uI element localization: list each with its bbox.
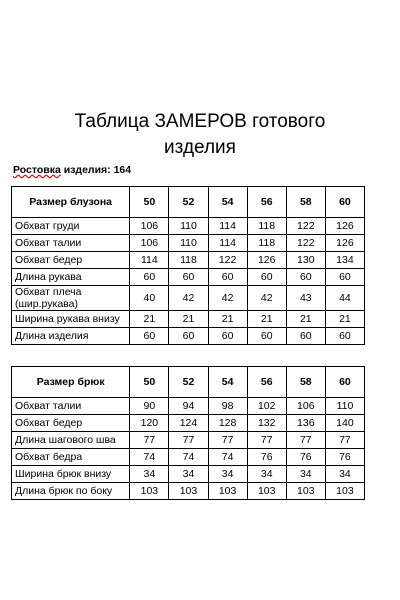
blouse-size-header: 50 xyxy=(130,187,169,218)
trousers-cell-value: 34 xyxy=(286,466,325,483)
blouse-row xyxy=(12,252,365,269)
trousers-row-label: Длина шагового шва xyxy=(12,432,130,449)
blouse-cell-value: 60 xyxy=(169,328,208,345)
page-title-line-1: Таблица ЗАМЕРОВ готового xyxy=(74,111,326,132)
blouse-row-label: Обхват груди xyxy=(12,218,130,235)
trousers-cell-value: 76 xyxy=(286,449,325,466)
blouse-cell-value: 42 xyxy=(208,286,247,311)
blouse-cell-value: 114 xyxy=(208,218,247,235)
blouse-row-label: Обхват талии xyxy=(12,235,130,252)
trousers-cell-value: 103 xyxy=(208,483,247,500)
blouse-size-header: 58 xyxy=(286,187,325,218)
trousers-size-header: 50 xyxy=(130,367,169,398)
blouse-cell-value: 130 xyxy=(286,252,325,269)
blouse-cell-value: 44 xyxy=(325,286,364,311)
blouse-size-header: 60 xyxy=(325,187,364,218)
trousers-row xyxy=(12,449,365,466)
blouse-row xyxy=(12,269,365,286)
trousers-cell-value: 77 xyxy=(325,432,364,449)
trousers-row-label: Ширина брюк внизу xyxy=(12,466,130,483)
trousers-size-header: 56 xyxy=(247,367,286,398)
trousers-cell-value: 94 xyxy=(169,398,208,415)
blouse-cell-value: 60 xyxy=(130,328,169,345)
blouse-row-label: Обхват бедер xyxy=(12,252,130,269)
page-title-line-2: изделия xyxy=(164,137,236,158)
trousers-cell-value: 34 xyxy=(130,466,169,483)
blouse-row-label: Длина изделия xyxy=(12,328,130,345)
trousers-cell-value: 106 xyxy=(286,398,325,415)
blouse-cell-value: 110 xyxy=(169,235,208,252)
blouse-cell-value: 21 xyxy=(247,311,286,328)
trousers-cell-value: 74 xyxy=(208,449,247,466)
blouse-cell-value: 122 xyxy=(286,235,325,252)
blouse-row xyxy=(12,218,365,235)
trousers-row xyxy=(12,398,365,415)
blouse-cell-value: 60 xyxy=(208,269,247,286)
growth-label-word: Ростовка xyxy=(13,164,61,176)
blouse-cell-value: 126 xyxy=(247,252,286,269)
blouse-cell-value: 114 xyxy=(130,252,169,269)
trousers-cell-value: 74 xyxy=(169,449,208,466)
trousers-row-label: Обхват бедра xyxy=(12,449,130,466)
blouse-cell-value: 122 xyxy=(208,252,247,269)
blouse-cell-value: 134 xyxy=(325,252,364,269)
blouse-cell-value: 21 xyxy=(208,311,247,328)
blouse-cell-value: 114 xyxy=(208,235,247,252)
blouse-row xyxy=(12,311,365,328)
growth-label-rest: изделия: 164 xyxy=(60,164,132,176)
trousers-cell-value: 103 xyxy=(130,483,169,500)
blouse-cell-value: 60 xyxy=(325,328,364,345)
trousers-cell-value: 34 xyxy=(247,466,286,483)
blouse-cell-value: 60 xyxy=(130,269,169,286)
blouse-cell-value: 126 xyxy=(325,235,364,252)
blouse-row xyxy=(12,328,365,345)
trousers-cell-value: 90 xyxy=(130,398,169,415)
trousers-header-label: Размер брюк xyxy=(12,367,130,398)
trousers-row-label: Обхват бедер xyxy=(12,415,130,432)
blouse-cell-value: 43 xyxy=(286,286,325,311)
trousers-cell-value: 77 xyxy=(286,432,325,449)
blouse-row xyxy=(12,286,365,311)
growth-label xyxy=(13,163,131,177)
blouse-cell-value: 21 xyxy=(286,311,325,328)
trousers-cell-value: 140 xyxy=(325,415,364,432)
blouse-size-header: 56 xyxy=(247,187,286,218)
trousers-cell-value: 132 xyxy=(247,415,286,432)
blouse-cell-value: 118 xyxy=(247,235,286,252)
blouse-row-label: Обхват плеча (шир.рукава) xyxy=(12,286,130,311)
trousers-size-header: 58 xyxy=(286,367,325,398)
blouse-size-header: 54 xyxy=(208,187,247,218)
blouse-cell-value: 21 xyxy=(169,311,208,328)
trousers-cell-value: 98 xyxy=(208,398,247,415)
trousers-cell-value: 103 xyxy=(286,483,325,500)
blouse-cell-value: 21 xyxy=(325,311,364,328)
trousers-cell-value: 77 xyxy=(130,432,169,449)
trousers-cell-value: 103 xyxy=(247,483,286,500)
trousers-cell-value: 74 xyxy=(130,449,169,466)
blouse-cell-value: 60 xyxy=(247,269,286,286)
blouse-cell-value: 42 xyxy=(169,286,208,311)
trousers-row xyxy=(12,415,365,432)
trousers-cell-value: 128 xyxy=(208,415,247,432)
trousers-cell-value: 34 xyxy=(325,466,364,483)
trousers-cell-value: 77 xyxy=(208,432,247,449)
blouse-cell-value: 42 xyxy=(247,286,286,311)
blouse-cell-value: 106 xyxy=(130,235,169,252)
blouse-cell-value: 60 xyxy=(325,269,364,286)
blouse-row xyxy=(12,235,365,252)
blouse-cell-value: 110 xyxy=(169,218,208,235)
trousers-cell-value: 34 xyxy=(169,466,208,483)
trousers-row xyxy=(12,466,365,483)
trousers-cell-value: 103 xyxy=(169,483,208,500)
trousers-size-table xyxy=(11,366,365,500)
trousers-header-row xyxy=(12,367,365,398)
blouse-cell-value: 118 xyxy=(247,218,286,235)
blouse-row-label: Ширина рукава внизу xyxy=(12,311,130,328)
trousers-cell-value: 76 xyxy=(325,449,364,466)
trousers-row-label: Длина брюк по боку xyxy=(12,483,130,500)
trousers-size-header: 52 xyxy=(169,367,208,398)
trousers-cell-value: 77 xyxy=(169,432,208,449)
blouse-cell-value: 122 xyxy=(286,218,325,235)
blouse-cell-value: 60 xyxy=(286,328,325,345)
blouse-header-label: Размер блузона xyxy=(12,187,130,218)
trousers-cell-value: 120 xyxy=(130,415,169,432)
trousers-size-header: 54 xyxy=(208,367,247,398)
blouse-cell-value: 60 xyxy=(208,328,247,345)
trousers-cell-value: 102 xyxy=(247,398,286,415)
trousers-cell-value: 136 xyxy=(286,415,325,432)
blouse-cell-value: 118 xyxy=(169,252,208,269)
blouse-cell-value: 60 xyxy=(286,269,325,286)
blouse-cell-value: 40 xyxy=(130,286,169,311)
trousers-cell-value: 124 xyxy=(169,415,208,432)
trousers-cell-value: 103 xyxy=(325,483,364,500)
blouse-header-row xyxy=(12,187,365,218)
blouse-cell-value: 21 xyxy=(130,311,169,328)
blouse-cell-value: 126 xyxy=(325,218,364,235)
trousers-cell-value: 34 xyxy=(208,466,247,483)
blouse-row-label: Длина рукава xyxy=(12,269,130,286)
blouse-cell-value: 60 xyxy=(169,269,208,286)
trousers-row xyxy=(12,483,365,500)
trousers-cell-value: 76 xyxy=(247,449,286,466)
blouse-size-table xyxy=(11,186,365,345)
blouse-cell-value: 60 xyxy=(247,328,286,345)
trousers-cell-value: 77 xyxy=(247,432,286,449)
blouse-cell-value: 106 xyxy=(130,218,169,235)
trousers-size-header: 60 xyxy=(325,367,364,398)
trousers-row xyxy=(12,432,365,449)
blouse-size-header: 52 xyxy=(169,187,208,218)
trousers-cell-value: 110 xyxy=(325,398,364,415)
trousers-row-label: Обхват талии xyxy=(12,398,130,415)
